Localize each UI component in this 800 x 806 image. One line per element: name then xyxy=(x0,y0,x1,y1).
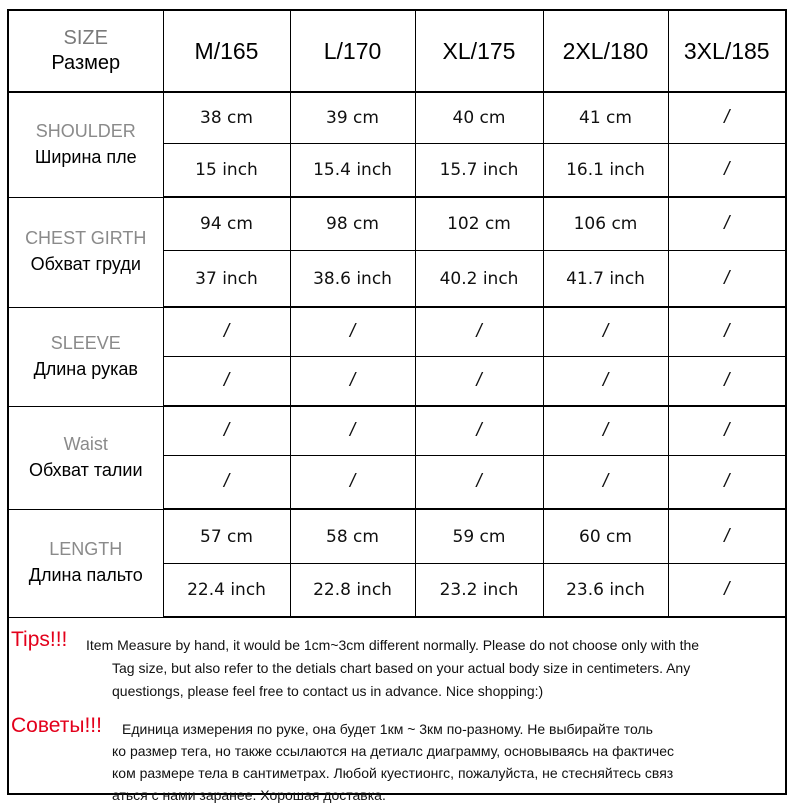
value-cell-cm xyxy=(290,197,415,251)
value-cell-cm xyxy=(163,509,290,564)
measurement-value: / xyxy=(602,471,609,492)
tips-line-ru: ко размер тега, но также ссылаются на детиалс диаграмму, основываясь на фактичес xyxy=(112,743,674,759)
value-cell-inch xyxy=(163,357,290,407)
measurement-value: / xyxy=(223,420,230,441)
tips-line-ru: ком размере тела в сантиметрах. Любой куестионгс, пожалуйста, не стесняйтесь связ xyxy=(112,765,674,781)
size-chart xyxy=(7,9,787,803)
measurement-value: / xyxy=(223,370,230,391)
value-cell-cm xyxy=(668,92,785,144)
measurement-value: 106 cm xyxy=(573,214,638,234)
measurement-value: / xyxy=(602,420,609,441)
tips-title: Tips!!! xyxy=(11,628,68,651)
value-cell-cm xyxy=(290,406,415,456)
measurement-value: 102 cm xyxy=(447,214,511,234)
size-header xyxy=(163,11,290,92)
measurement-value: 60 cm xyxy=(579,526,632,547)
size-header-label: 3XL/185 xyxy=(683,37,770,64)
row-label-en: SLEEVE xyxy=(50,332,121,353)
header-row xyxy=(9,11,785,92)
value-cell-inch xyxy=(543,357,668,407)
size-header-label: L/170 xyxy=(323,37,382,64)
value-cell-cm xyxy=(543,307,668,357)
value-cell-inch xyxy=(290,564,415,618)
value-cell-cm xyxy=(163,307,290,357)
tips-line: Item Measure by hand, it would be 1cm~3cm different normally. Please do not choose only with the xyxy=(86,637,700,653)
value-cell-inch xyxy=(668,144,785,198)
value-cell-cm xyxy=(543,509,668,564)
measurement-row xyxy=(9,197,785,251)
measurement-value: / xyxy=(724,267,730,289)
value-cell-cm xyxy=(415,307,543,357)
measurement-value: 94 cm xyxy=(200,214,253,234)
value-cell-inch xyxy=(543,564,668,618)
size-header xyxy=(668,11,785,92)
value-cell-inch xyxy=(163,564,290,618)
value-cell-cm xyxy=(163,92,290,144)
measurement-value: 41.7 inch xyxy=(566,268,645,289)
corner-cell xyxy=(9,11,163,92)
row-label-ru: Ширина пле xyxy=(34,146,137,167)
measurement-value: / xyxy=(349,471,356,492)
size-header xyxy=(415,11,543,92)
row-label-ru: Обхват груди xyxy=(30,254,141,274)
measurement-value: / xyxy=(724,420,730,441)
value-cell-cm xyxy=(415,406,543,456)
measurement-row xyxy=(9,307,785,357)
measurement-value: 23.6 inch xyxy=(566,580,645,600)
measurement-value: 38 cm xyxy=(200,108,253,128)
measurement-value: / xyxy=(476,471,482,492)
measurement-value: / xyxy=(724,213,730,234)
size-header xyxy=(543,11,668,92)
measurement-value: 22.4 inch xyxy=(187,580,266,600)
tips-note-en xyxy=(9,620,785,700)
measurement-value: 22.8 inch xyxy=(313,580,392,600)
measurement-value: 38.6 inch xyxy=(313,268,392,289)
measurement-value: / xyxy=(476,370,482,391)
value-cell-inch xyxy=(415,144,543,198)
row-label-cell xyxy=(9,406,163,509)
value-cell-cm xyxy=(163,406,290,456)
size-header-label: XL/175 xyxy=(442,37,516,64)
value-cell-cm xyxy=(415,92,543,144)
measurement-value: / xyxy=(602,370,609,391)
measurement-value: 98 cm xyxy=(326,214,379,234)
tips-line-ru: аться с нами заранее. Хорошая доставка. xyxy=(112,787,386,803)
measurement-value: / xyxy=(724,525,730,547)
tips-title-ru: Советы!!! xyxy=(11,714,102,737)
value-cell-cm xyxy=(543,406,668,456)
value-cell-cm xyxy=(668,307,785,357)
measurement-value: / xyxy=(724,579,730,600)
size-header xyxy=(290,11,415,92)
value-cell-cm xyxy=(668,197,785,251)
row-label-en: SHOULDER xyxy=(35,120,136,141)
notes-section xyxy=(9,620,785,803)
tips-note-ru xyxy=(9,706,785,803)
value-cell-inch xyxy=(163,456,290,510)
value-cell-inch xyxy=(415,357,543,407)
value-cell-inch xyxy=(668,251,785,308)
value-cell-cm xyxy=(415,509,543,564)
size-header-label: 2XL/180 xyxy=(562,37,649,64)
row-label-cell xyxy=(9,92,163,197)
measurement-value: 59 cm xyxy=(452,526,506,547)
value-cell-inch xyxy=(415,456,543,510)
value-cell-cm xyxy=(668,509,785,564)
measurement-value: 40 cm xyxy=(452,108,506,128)
row-label-ru: Длина рукав xyxy=(33,358,138,379)
size-header-label: M/165 xyxy=(194,37,259,64)
measurement-value: / xyxy=(476,420,482,441)
measurement-value: 41 cm xyxy=(579,108,632,128)
measurement-row xyxy=(9,406,785,456)
measurement-value: 15 inch xyxy=(195,160,258,180)
measurement-value: / xyxy=(724,107,730,128)
row-label-ru: Длина пальто xyxy=(28,565,143,585)
measurement-row xyxy=(9,92,785,144)
value-cell-inch xyxy=(290,357,415,407)
measurement-value: / xyxy=(724,370,730,391)
measurement-value: 23.2 inch xyxy=(439,580,519,600)
row-label-en: Waist xyxy=(63,433,108,454)
measurement-value: / xyxy=(602,321,609,342)
measurement-value: 57 cm xyxy=(200,526,253,547)
measurement-value: 15.7 inch xyxy=(439,160,519,180)
value-cell-inch xyxy=(290,456,415,510)
value-cell-inch xyxy=(290,251,415,308)
value-cell-inch xyxy=(415,251,543,308)
value-cell-cm xyxy=(415,197,543,251)
measurement-value: 16.1 inch xyxy=(566,160,645,180)
row-label-cell xyxy=(9,509,163,617)
value-cell-cm xyxy=(543,197,668,251)
measurement-value: 15.4 inch xyxy=(313,160,392,180)
value-cell-inch xyxy=(668,564,785,618)
measurement-value: / xyxy=(724,159,730,180)
value-cell-inch xyxy=(543,456,668,510)
tips-line: questiongs, please feel free to contact us in advance. Nice shopping:) xyxy=(112,683,544,699)
row-label-cell xyxy=(9,307,163,406)
value-cell-cm xyxy=(543,92,668,144)
row-label-ru: Обхват талии xyxy=(28,459,143,480)
measurement-value: 39 cm xyxy=(326,108,379,128)
value-cell-inch xyxy=(543,144,668,198)
measurement-value: / xyxy=(724,321,730,342)
size-table xyxy=(9,11,785,618)
value-cell-cm xyxy=(163,197,290,251)
measurement-value: 58 cm xyxy=(326,526,379,547)
tips-line: Tag size, but also refer to the detials chart based on your actual body size in centimeters. Any xyxy=(112,660,691,676)
tips-line-ru: Единица измерения по руке, она будет 1км ~ 3км по-разному. Не выбирайте толь xyxy=(122,721,653,737)
value-cell-cm xyxy=(290,307,415,357)
measurement-value: / xyxy=(349,370,356,391)
measurement-value: / xyxy=(349,420,356,441)
row-label-cell xyxy=(9,197,163,307)
measurement-value: / xyxy=(476,321,482,342)
value-cell-inch xyxy=(415,564,543,618)
size-label-ru: Размер xyxy=(51,52,121,74)
value-cell-inch xyxy=(668,456,785,510)
value-cell-inch xyxy=(290,144,415,198)
value-cell-cm xyxy=(290,509,415,564)
measurement-value: 37 inch xyxy=(195,268,258,289)
measurement-row xyxy=(9,509,785,564)
value-cell-inch xyxy=(163,144,290,198)
measurement-value: / xyxy=(223,321,230,342)
value-cell-cm xyxy=(668,406,785,456)
measurement-value: / xyxy=(223,471,230,492)
value-cell-cm xyxy=(290,92,415,144)
measurement-value: / xyxy=(724,471,730,492)
size-label-en: SIZE xyxy=(63,27,108,49)
row-label-en: LENGTH xyxy=(49,539,123,559)
value-cell-inch xyxy=(543,251,668,308)
value-cell-inch xyxy=(668,357,785,407)
value-cell-inch xyxy=(163,251,290,308)
measurement-value: / xyxy=(349,321,356,342)
row-label-en: CHEST GIRTH xyxy=(25,228,147,248)
measurement-value: 40.2 inch xyxy=(439,268,519,289)
